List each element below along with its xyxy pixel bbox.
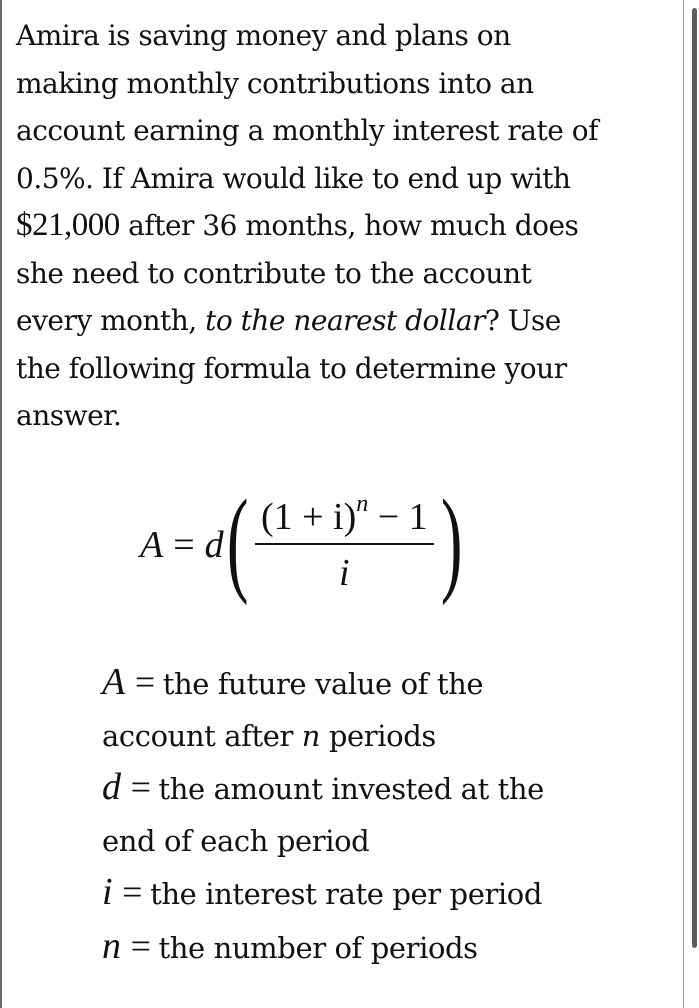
definition-symbol: i [102,871,113,913]
definition-equals: = [130,925,151,966]
definition-row: end of each period [102,823,370,858]
question-segment: every month, [16,304,206,337]
question-line: she need to contribute to the account [16,256,532,290]
left-paren: ( [226,475,249,606]
question-line [16,297,684,345]
definition-symbol: A [102,661,125,703]
definition-equals: = [130,767,151,807]
question-text [16,12,684,440]
definition-equals: = [122,872,143,912]
definition-symbol: d [102,766,121,808]
numerator-exponent: n [356,491,369,518]
question-line-rest: after 36 months, how much does [119,209,579,242]
variable-definitions [102,657,662,974]
definition-row [102,657,662,711]
question-line: the following formula to determine your [16,351,567,385]
annuity-formula [140,475,465,610]
question-line: answer. [16,399,122,432]
fraction-numerator [255,491,434,543]
definition-text: periods [320,718,436,753]
definition-row [102,711,662,763]
emphasis-text: to the nearest dollar [205,304,485,337]
definition-symbol: n [102,924,121,967]
formula-fraction [255,491,434,595]
fraction-denominator: i [339,552,350,594]
question-line [16,202,684,250]
question-segment: ? Use [484,304,561,337]
definition-row [102,762,662,816]
definition-text: the future value of the [162,667,484,701]
question-line: Amira is saving money and plans on [16,19,511,52]
numerator-tail: − 1 [368,496,428,538]
target-amount: $21,000 [16,207,120,243]
question-line: 0.5%. If Amira would like to end up with [16,161,571,195]
definition-text: the amount invested at the [158,772,544,806]
definition-row [102,867,662,921]
definition-text: account after [102,718,302,753]
question-line: account earning a monthly interest rate of [16,114,598,147]
definition-row [102,921,662,975]
definition-text: the number of periods [158,930,478,965]
right-paren: ) [440,475,463,606]
numerator-base: (1 + i) [260,496,357,538]
vertical-scrollbar[interactable] [692,8,697,948]
question-line: making monthly contributions into an [16,66,534,100]
definition-text: the interest rate per period [150,877,543,911]
formula-lhs: A [140,524,164,566]
formula-coef: d [204,524,224,566]
formula-equals: = [173,524,195,566]
definition-variable: n [301,718,321,753]
definition-equals: = [134,662,155,702]
